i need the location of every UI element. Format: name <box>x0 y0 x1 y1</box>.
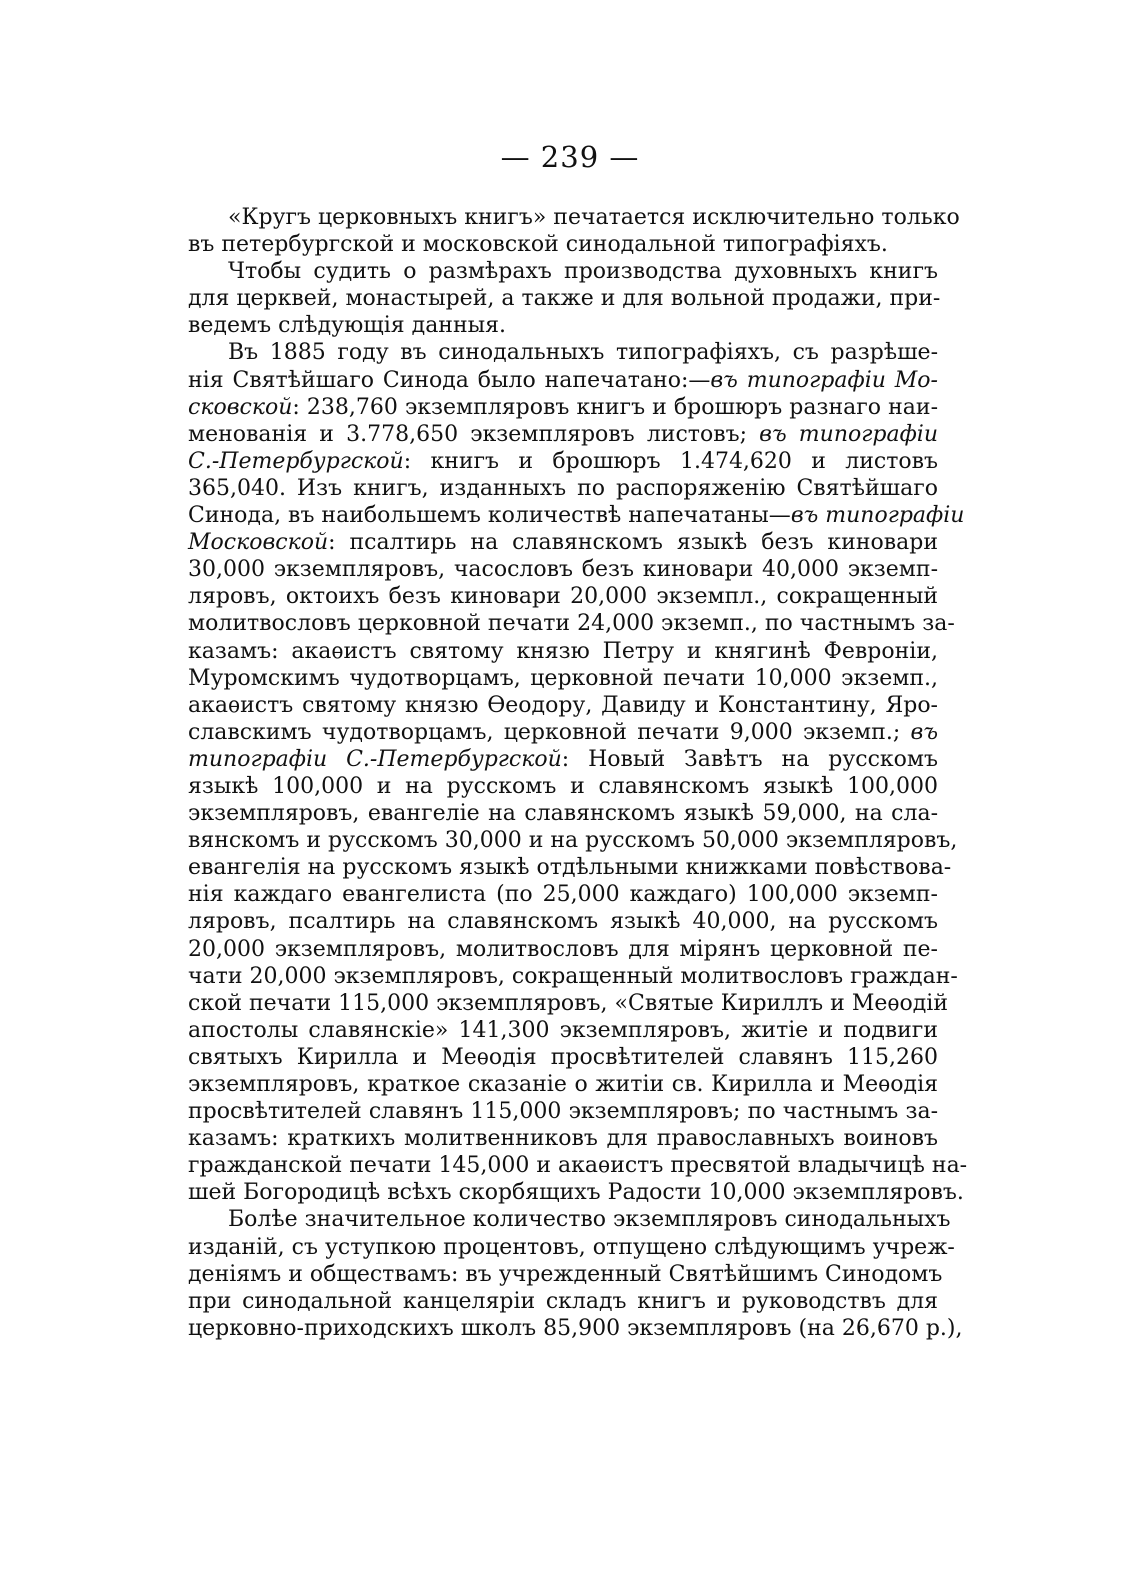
text-line: «Кругъ церковныхъ книгъ» печатается исключительно только <box>228 205 960 230</box>
text-line: казамъ: акаѳистъ святому князю Петру и княгинѣ Февроніи, <box>188 638 938 664</box>
italic-segment: сковской <box>188 394 293 420</box>
text-segment: нія Святѣйшаго Синода было напечатано:— <box>188 367 711 393</box>
page-number: — 239 — <box>500 140 640 174</box>
text-line: святыхъ Кирилла и Меѳодія просвѣтителей славянъ 115,260 <box>188 1044 938 1070</box>
text-line: Муромскимъ чудотворцамъ, церковной печати 10,000 экземп., <box>188 665 938 691</box>
text-line: шей Богородицѣ всѣхъ скорбящихъ Радости 10,000 экземпляровъ. <box>188 1180 964 1206</box>
text-line <box>188 529 938 556</box>
text-line: для церквей, монастырей, а также и для вольной продажи, при- <box>188 286 941 312</box>
italic-segment: въ типографіи Мо- <box>710 367 938 393</box>
text-line: нія каждаго евангелиста (по 25,000 каждаго) 100,000 экземп- <box>188 882 938 908</box>
text-line <box>188 448 938 475</box>
paragraph-4 <box>188 1206 963 1341</box>
text-line: просвѣтителей славянъ 115,000 экземпляровъ; по частнымъ за- <box>188 1099 938 1125</box>
text-line: ской печати 115,000 экземпляровъ, «Святые Кириллъ и Меѳодій <box>188 990 948 1016</box>
text-line: въ петербургской и московской синодальной типографіяхъ. <box>188 232 888 258</box>
text-line: чати 20,000 экземпляровъ, сокращенный молитвословъ граждан- <box>188 963 958 989</box>
text-line: Чтобы судить о размѣрахъ производства духовныхъ книгъ <box>228 259 938 285</box>
text-line: при синодальной канцеляріи складъ книгъ и руководствъ для <box>188 1288 938 1314</box>
text-line: казамъ: краткихъ молитвенниковъ для православныхъ воиновъ <box>188 1126 938 1152</box>
italic-segment: въ типографіи <box>759 421 938 447</box>
text-line <box>188 421 938 448</box>
text-line: вянскомъ и русскомъ 30,000 и на русскомъ 50,000 экземпляровъ, <box>188 828 958 854</box>
paragraph-1 <box>188 204 960 258</box>
text-line: Въ 1885 году въ синодальныхъ типографіяхъ, съ разрѣше- <box>228 340 938 366</box>
text-line: евангелія на русскомъ языкѣ отдѣльными книжками повѣствова- <box>188 855 952 881</box>
text-line: ляровъ, октоихъ безъ киновари 20,000 экземпл., сокращенный <box>188 584 938 610</box>
text-line <box>188 746 938 773</box>
paragraph-2 <box>188 258 941 339</box>
text-segment: Синода, въ наибольшемъ количествѣ напечатаны— <box>188 503 791 529</box>
text-line: церковно-приходскихъ школъ 85,900 экземпляровъ (на 26,670 р.), <box>188 1315 963 1341</box>
italic-segment: С.-Петербургской <box>188 448 404 474</box>
text-line: гражданской печати 145,000 и акаѳистъ пресвятой владычицѣ на- <box>188 1153 968 1179</box>
text-segment: : книгъ и брошюръ 1.474,620 и листовъ <box>403 448 938 474</box>
paragraph-3 <box>188 339 968 1206</box>
body-text <box>188 204 968 1342</box>
text-line <box>188 502 965 529</box>
italic-segment: въ <box>910 719 938 745</box>
text-segment: : 238,760 экземпляровъ книгъ и брошюръ разнаго наи- <box>292 394 938 420</box>
text-line: Болѣе значительное количество экземпляровъ синодальныхъ <box>228 1207 951 1233</box>
text-line <box>188 719 938 746</box>
text-line: 30,000 экземпляровъ, часословъ безъ киновари 40,000 экземп- <box>188 557 938 583</box>
text-line: апостолы славянскіе» 141,300 экземпляровъ, житіе и подвиги <box>188 1017 938 1043</box>
text-segment: менованія и 3.778,650 экземпляровъ листовъ; <box>188 421 760 447</box>
text-line: ведемъ слѣдующія данныя. <box>188 313 507 339</box>
text-segment: славскимъ чудотворцамъ, церковной печати 9,000 экземп.; <box>188 719 911 745</box>
text-line: экземпляровъ, краткое сказаніе о житіи св. Кирилла и Меѳодія <box>188 1072 938 1097</box>
text-line: 20,000 экземпляровъ, молитвословъ для мірянъ церковной пе- <box>188 936 938 962</box>
text-line: 365,040. Изъ книгъ, изданныхъ по распоряженію Святѣйшаго <box>188 475 938 501</box>
text-line: языкѣ 100,000 и на русскомъ и славянскомъ языкѣ 100,000 <box>188 773 938 799</box>
text-segment: : псалтирь на славянскомъ языкѣ безъ киновари <box>328 530 938 556</box>
text-line: молитвословъ церковной печати 24,000 экземп., по частнымъ за- <box>188 611 955 637</box>
text-line: акаѳистъ святому князю Ѳеодору, Давиду и Константину, Яро- <box>188 692 938 718</box>
italic-segment: типографіи С.-Петербургской <box>188 746 562 772</box>
text-line: изданій, съ уступкою процентовъ, отпущено слѣдующимъ учреж- <box>188 1234 955 1260</box>
italic-segment: Московской <box>188 530 329 556</box>
text-segment: : Новый Завѣтъ на русскомъ <box>561 746 939 772</box>
text-line: деніямъ и обществамъ: въ учрежденный Святѣйшимъ Синодомъ <box>188 1261 943 1287</box>
text-line <box>188 367 938 394</box>
text-line: ляровъ, псалтирь на славянскомъ языкѣ 40,000, на русскомъ <box>188 909 938 935</box>
text-line <box>188 394 938 421</box>
text-line: экземпляровъ, евангеліе на славянскомъ языкѣ 59,000, на сла- <box>188 801 938 827</box>
italic-segment: въ типографіи <box>790 503 965 529</box>
